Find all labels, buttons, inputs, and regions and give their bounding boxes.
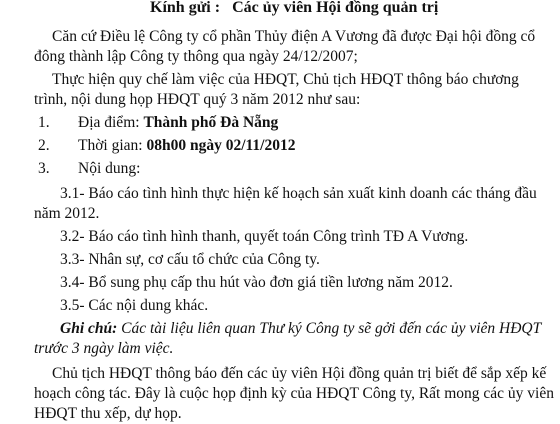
intro-paragraph bbox=[34, 27, 550, 67]
intro-line-2: đông thành lập Công ty thông qua ngày 24/12/2007; bbox=[34, 48, 358, 65]
content-label: Nội dung: bbox=[78, 160, 141, 177]
location-value: Thành phố Đà Nẵng bbox=[143, 114, 279, 131]
closing-line-1: Chủ tịch HĐQT thông báo đến các ủy viên Hội đồng quản trị biết để sắp xếp kế bbox=[52, 365, 547, 382]
time-label: Thời gian: bbox=[78, 137, 147, 154]
list-item-content bbox=[38, 159, 140, 179]
agenda-item-3-1-cont: năm 2012. bbox=[34, 205, 100, 222]
list-number: 3. bbox=[38, 160, 50, 177]
note-line-2: trước 3 ngày làm việc. bbox=[34, 340, 174, 357]
list-item-time bbox=[38, 136, 295, 156]
note-label: Ghi chú: bbox=[60, 320, 118, 337]
notice-paragraph bbox=[34, 70, 550, 110]
agenda-item-3-1: 3.1- Báo cáo tình hình thực hiện kế hoạch sản xuất kinh doanh các tháng đầu bbox=[60, 185, 537, 202]
recipient-label: Kính gửi : bbox=[150, 0, 221, 16]
notice-line-2: trình, nội dung họp HĐQT quý 3 năm 2012 như sau: bbox=[34, 91, 361, 108]
closing-line-2: hoạch công tác. Đây là cuộc họp định kỳ của HĐQT Công ty, Rất mong các ủy viên bbox=[34, 385, 554, 402]
note-line-1 bbox=[60, 319, 541, 339]
intro-line-1: Căn cứ Điều lệ Công ty cổ phần Thủy điện A Vương đã được Đại hội đồng cổ bbox=[52, 28, 536, 45]
note-text: Các tài liệu liên quan Thư ký Công ty sẽ gởi đến các ủy viên HĐQT bbox=[117, 320, 542, 337]
list-number: 2. bbox=[38, 137, 50, 154]
recipient-names: Các ủy viên Hội đồng quản trị bbox=[232, 0, 439, 16]
agenda-item-3-2: 3.2- Báo cáo tình hình thanh, quyết toán Công trình TĐ A Vương. bbox=[60, 228, 469, 245]
time-value: 08h00 ngày 02/11/2012 bbox=[146, 137, 296, 154]
agenda-item-3-4: 3.4- Bổ sung phụ cấp thu hút vào đơn giá tiền lương năm 2012. bbox=[60, 274, 453, 291]
closing-line-3: HĐQT thu xếp, dự họp. bbox=[34, 405, 182, 422]
closing-paragraph bbox=[34, 364, 554, 424]
agenda-item-3-3: 3.3- Nhân sự, cơ cấu tổ chức của Công ty. bbox=[60, 251, 320, 268]
list-item-location bbox=[38, 113, 278, 133]
notice-line-1: Thực hiện quy chế làm việc của HĐQT, Chủ tịch HĐQT thông báo chương bbox=[52, 71, 519, 88]
list-number: 1. bbox=[38, 114, 50, 131]
agenda-item-3-5: 3.5- Các nội dung khác. bbox=[60, 297, 209, 314]
recipient-heading bbox=[150, 0, 438, 18]
location-label: Địa điểm: bbox=[78, 114, 144, 131]
